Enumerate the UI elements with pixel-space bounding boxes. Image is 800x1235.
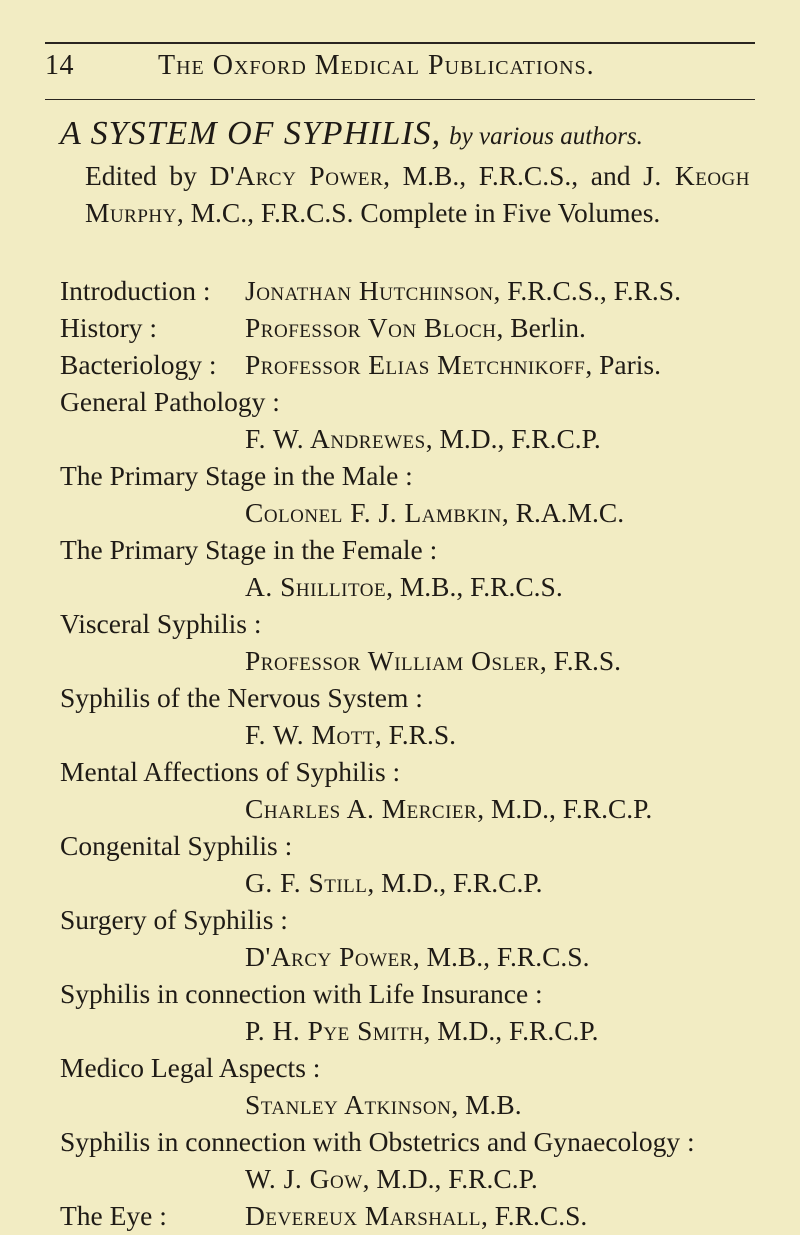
contributor [245, 494, 624, 531]
editor-1-quals: , M.B., F.R.C.S., and [383, 160, 644, 191]
contributor [245, 346, 661, 383]
section-label: Visceral Syphilis : [60, 608, 262, 639]
section-label-row [60, 1123, 750, 1160]
editor-2-name: J. Keogh Murphy [85, 160, 750, 228]
contributor-row [60, 642, 750, 679]
section-label: The Primary Stage in the Male : [60, 460, 413, 491]
contributor [245, 1012, 599, 1049]
contributor [245, 1086, 522, 1123]
editor-2-quals: , M.C., F.R.C.S. Complete in Five Volumes. [176, 197, 661, 228]
section-label: Syphilis of the Nervous System : [60, 682, 423, 713]
contributor-name: Devereux Marshall [245, 1200, 481, 1231]
contributor-row [60, 309, 750, 346]
section-label: Medico Legal Aspects : [60, 1052, 321, 1083]
contributor [245, 420, 601, 457]
editor-1-name: D'Arcy Power [209, 160, 384, 191]
contributor-row [60, 272, 750, 309]
contributor-quals: , F.R.C.S., F.R.S. [493, 275, 681, 306]
contributor [245, 568, 563, 605]
contributor-quals: , M.D., F.R.C.P. [425, 423, 601, 454]
contributor-name: Professor William Osler [245, 645, 540, 676]
section-label-row [60, 901, 750, 938]
contributor-row [60, 1197, 750, 1234]
edited-prefix: Edited by [85, 160, 210, 191]
contributor-name: Professor Von Bloch [245, 312, 497, 343]
contributor-name: F. W. Andrewes [245, 423, 426, 454]
section-label: Congenital Syphilis : [60, 830, 293, 861]
section-label: The Eye : [60, 1200, 167, 1231]
section-label-row [60, 679, 750, 716]
contributor-name: P. H. Pye Smith [245, 1015, 424, 1046]
contributor [245, 716, 456, 753]
contributor-name: F. W. Mott [245, 719, 375, 750]
contributor-row [60, 1160, 750, 1197]
contributor-quals: , Berlin. [496, 312, 586, 343]
contributors-list [60, 272, 750, 1234]
contributor-row [60, 568, 750, 605]
header-rule-bottom [45, 99, 755, 100]
contributor-quals: , F.R.S. [539, 645, 621, 676]
section-label: Bacteriology : [60, 349, 217, 380]
page-number: 14 [45, 50, 74, 81]
section-label-row [60, 1049, 750, 1086]
contributor-row [60, 938, 750, 975]
contributor [245, 938, 589, 975]
contributor-quals: , M.D., F.R.C.P. [367, 867, 543, 898]
contributor [245, 790, 652, 827]
section-label-row [60, 531, 750, 568]
contributor-row [60, 346, 750, 383]
contributor-name: Stanley Atkinson [245, 1089, 452, 1120]
section-label-row [60, 827, 750, 864]
contributor-name: Jonathan Hutchinson [245, 275, 494, 306]
section-label: History : [60, 312, 158, 343]
contributor-quals: , M.B., F.R.C.S. [412, 941, 590, 972]
section-label: Syphilis in connection with Life Insurance : [60, 978, 543, 1009]
contributor-row [60, 420, 750, 457]
contributor-name: G. F. Still [245, 867, 368, 898]
contributor-quals: , F.R.C.S. [480, 1200, 588, 1231]
book-title: A SYSTEM OF SYPHILIS, [60, 115, 442, 152]
stacked-entries [60, 383, 750, 1197]
contributor-name: A. Shillitoe [245, 571, 387, 602]
contributor [245, 1197, 587, 1234]
contributor [245, 1160, 538, 1197]
book-heading [60, 115, 750, 157]
section-label: Syphilis in connection with Obstetrics and Gynaecology : [60, 1126, 695, 1157]
contributor-quals: , M.D., F.R.C.P. [362, 1163, 538, 1194]
contributor-name: W. J. Gow [245, 1163, 363, 1194]
section-label: Introduction : [60, 275, 211, 306]
contributor-row [60, 1012, 750, 1049]
section-label-row [60, 457, 750, 494]
contributor-name: Professor Elias Metchnikoff [245, 349, 586, 380]
running-head [45, 50, 755, 90]
section-label-row [60, 383, 750, 420]
contributor-quals: , M.B. [451, 1089, 522, 1120]
contributor-name: D'Arcy Power [245, 941, 413, 972]
contributor [245, 642, 621, 679]
contributor-row [60, 864, 750, 901]
running-title: The Oxford Medical Publications. [158, 50, 595, 81]
contributor-row [60, 494, 750, 531]
contributor [245, 309, 586, 346]
section-label: Mental Affections of Syphilis : [60, 756, 401, 787]
book-authors: by various authors. [449, 123, 643, 150]
contributor-quals: , F.R.S. [374, 719, 457, 750]
section-label: Surgery of Syphilis : [60, 904, 288, 935]
contributor-row [60, 1086, 750, 1123]
section-label-row [60, 753, 750, 790]
contributor-quals: , R.A.M.C. [501, 497, 625, 528]
contributor-row [60, 790, 750, 827]
contributor [245, 864, 543, 901]
section-label: The Primary Stage in the Female : [60, 534, 438, 565]
contributor-name: Charles A. Mercier [245, 793, 478, 824]
section-label-row [60, 975, 750, 1012]
section-label: General Pathology : [60, 386, 280, 417]
contributor-quals: , M.D., F.R.C.P. [423, 1015, 599, 1046]
book-entry [60, 115, 750, 1234]
contributor-quals: , M.D., F.R.C.P. [477, 793, 653, 824]
section-label-row [60, 605, 750, 642]
contributor-row [60, 716, 750, 753]
contributor-quals: , Paris. [585, 349, 661, 380]
editors-paragraph [85, 157, 750, 268]
header-rule-top [45, 42, 755, 44]
contributor-quals: , M.B., F.R.C.S. [386, 571, 563, 602]
contributor-name: Colonel F. J. Lambkin [245, 497, 502, 528]
contributor [245, 272, 681, 309]
